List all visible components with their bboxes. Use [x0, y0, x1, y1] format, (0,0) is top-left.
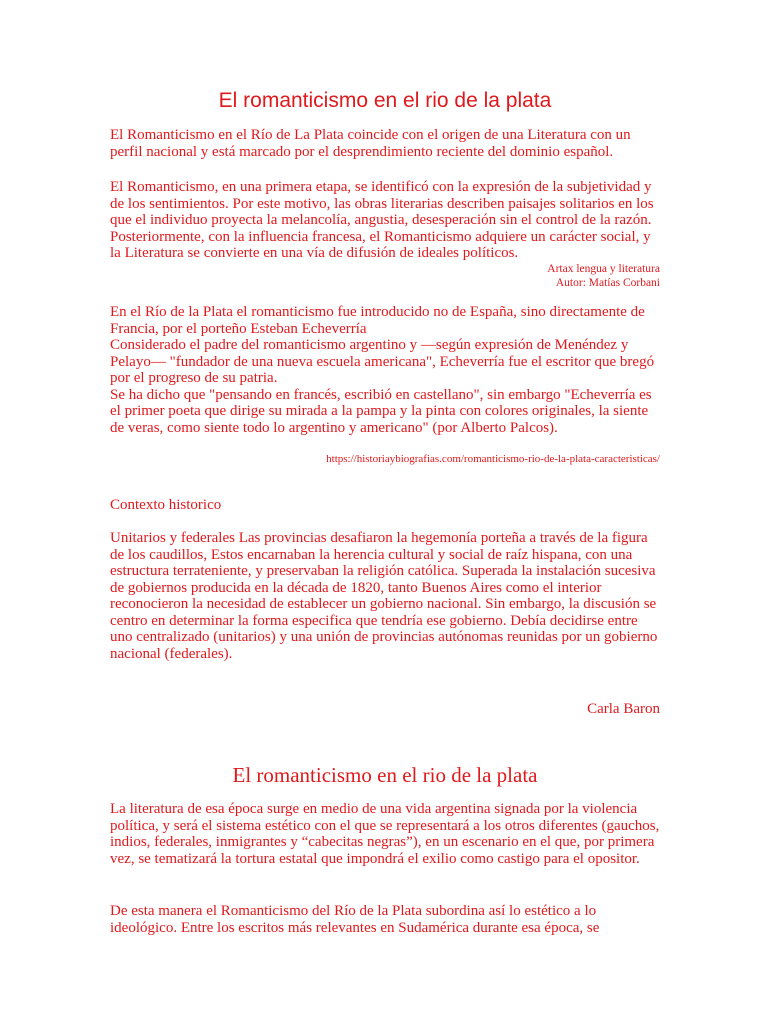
heading-text: Contexto historico [110, 497, 222, 513]
echeverria-paragraph [110, 304, 660, 436]
paragraph-text: Unitarios y federales Las provincias desafiaron la hegemonía porteña a través de la figura de los caudillos, Estos encarnaban la herencia cultural y social de raíz hispana, con una estructura terrateniente, y preservaban la religión católica. Superada la instalación sucesiva de gobiernos producida en la década de 1820, tanto Buenos Aires como el interior reconocieron la necesidad de establecer un gobierno nacional. Sin embargo, la discusión se centro en determinar la forma especifica que tendría ese gobierno. Debía decidirse entre uno centralizado (unitarios) y una unión de provincias autónomas reunidas por un gobierno nacional (federales). [110, 530, 658, 662]
paragraph-text: El Romanticismo en el Río de La Plata coincide con el origen de una Literatura con un perfil nacional y está marcado por el desprendimiento reciente del dominio español. [110, 127, 631, 160]
citation-line: Autor: Matías Corbani [555, 277, 660, 289]
literature-paragraph [110, 801, 660, 867]
source-url [110, 452, 660, 466]
paragraph-text: La literatura de esa época surge en medio de una vida argentina signada por la violencia política, y será el sistema estético con el que se representará a los otros diferentes (gauchos, indios, federales, inmigrantes y “cabecitas negras”), en un escenario en el que, por primera vez, se tematizará la tortura estatal que impondrá el exilio como castigo para el opositor. [110, 801, 660, 867]
citation-line: Artax lengua y literatura [547, 263, 660, 275]
page-title: El romanticismo en el rio de la plata [218, 89, 552, 112]
paragraph-text: El Romanticismo, en una primera etapa, se identificó con la expresión de la subjetividad y de los sentimientos. Por este motivo, las obras literarias describen paisajes solitarios en los que el individuo proyecta la melancolía, angustia, desesperación sin el control de la razón. Posteriormente, con la influencia francesa, el Romanticismo adquiere un carácter social, y la Literatura se convierte en una vía de difusión de ideales políticos. [110, 179, 654, 261]
author-name: Carla Baron [587, 701, 660, 717]
closing-paragraph [110, 903, 660, 936]
context-paragraph [110, 530, 660, 662]
paragraph-text: En el Río de la Plata el romanticismo fue introducido no de España, sino directamente de Francia, por el porteño Esteban Echeverría [110, 304, 645, 337]
paragraph-text: De esta manera el Romanticismo del Río de la Plata subordina así lo estético a lo ideológico. Entre los escritos más relevantes en Sudamérica durante esa época, se [110, 903, 600, 936]
section-title: El romanticismo en el rio de la plata [232, 763, 538, 787]
romanticism-paragraph [110, 179, 660, 262]
source-citation [110, 262, 660, 290]
paragraph-text: Se ha dicho que "pensando en francés, escribió en castellano", sin embargo "Echeverría es el primer poeta que dirige su mirada a la pampa y la pinta con colores originales, la siente de veras, como siente todo lo argentino y americano" (por Alberto Palcos). [110, 386, 652, 436]
intro-paragraph [110, 127, 660, 160]
paragraph-text: Considerado el padre del romanticismo argentino y —según expresión de Menéndez y Pelayo— "fundador de una nueva escuela americana", Echeverría fue el escritor que bregó por el progreso de su patria. [110, 337, 655, 386]
author-signature [110, 701, 660, 718]
url-text: https://historiaybiografias.com/romanticismo-rio-de-la-plata-caracteristicas/ [326, 453, 660, 465]
context-heading [110, 497, 660, 514]
